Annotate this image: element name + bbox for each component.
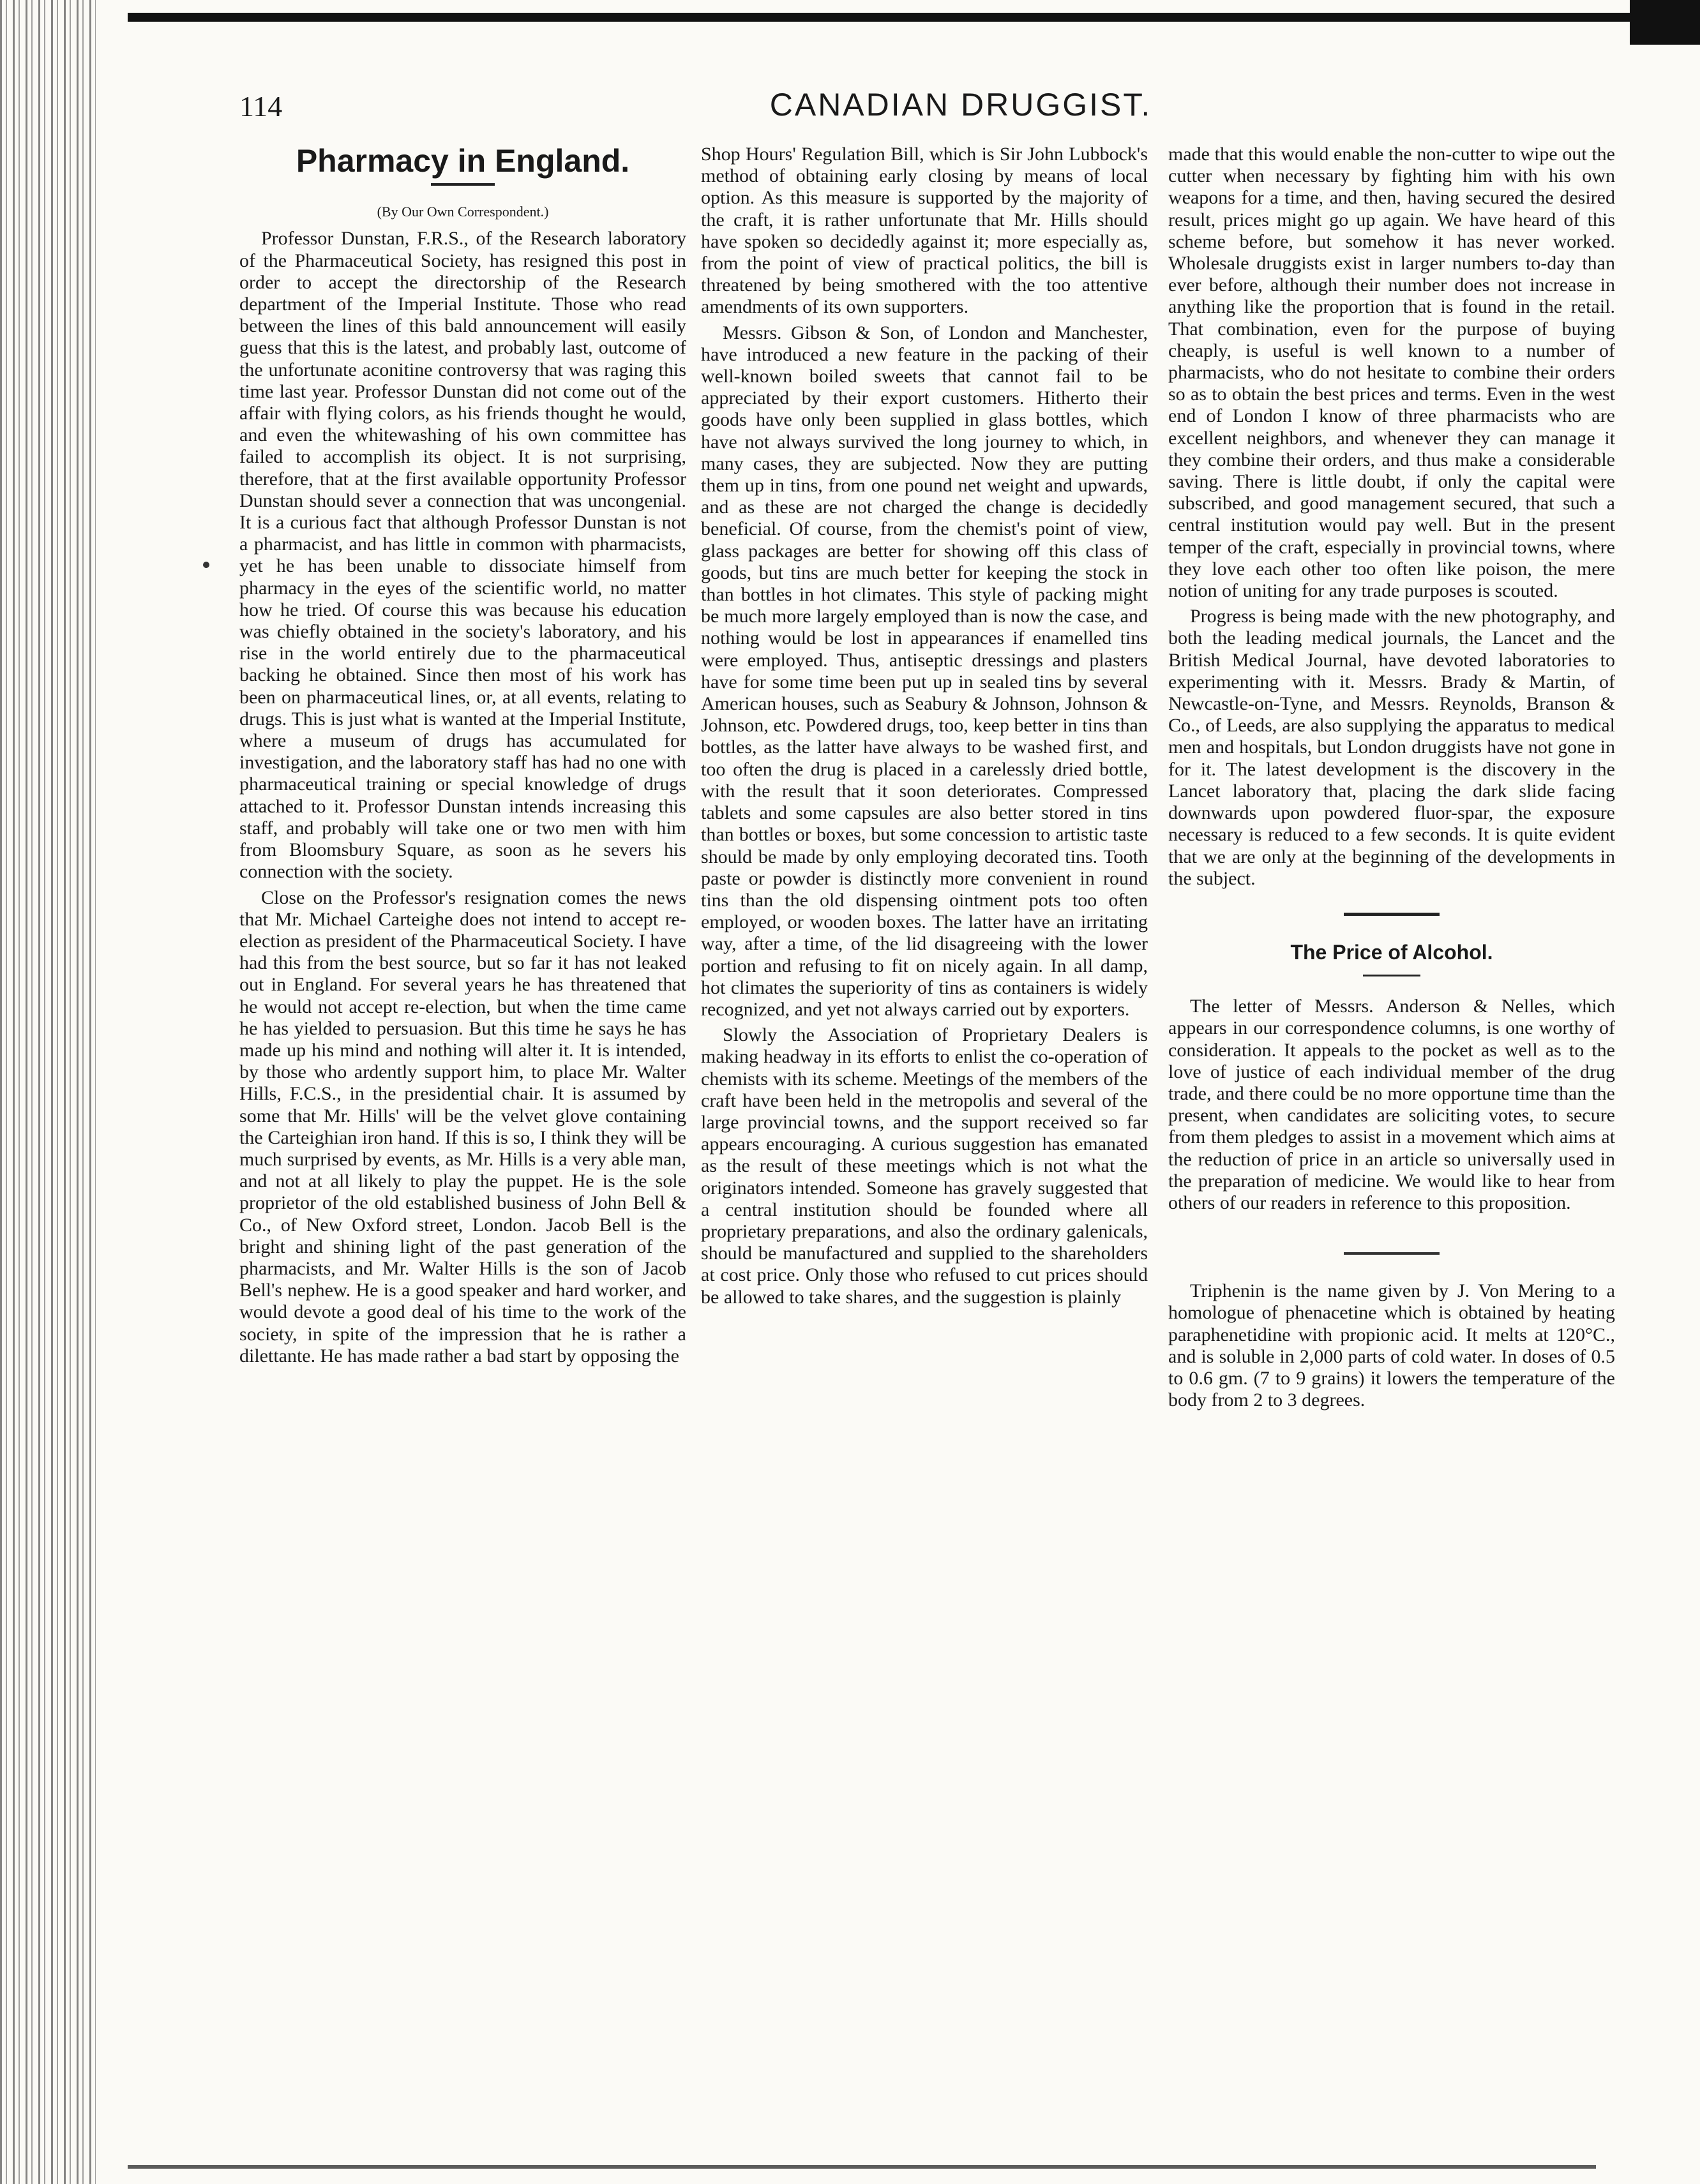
top-rule — [128, 13, 1700, 22]
column-2 — [701, 144, 1148, 2154]
byline: (By Our Own Correspondent.) — [377, 204, 549, 220]
margin-dot — [203, 562, 209, 568]
running-title: CANADIAN DRUGGIST. — [769, 87, 1152, 123]
article-title-pharmacy-in-england: Pharmacy in England. — [296, 144, 630, 179]
title-rule — [1363, 975, 1420, 976]
paragraph: Triphenin is the name given by J. Von Mering to a homologue of phenacetine which is obtained by heating paraphenetidine with propionic acid. It melts at 120°C., and is soluble in 2,000 parts of cold water. In doses of 0.5 to 0.6 gm. (7 to 9 grains) it lowers the temperature of the body from 2 to 3 degrees. — [1168, 1280, 1615, 1411]
section-rule — [1344, 1252, 1440, 1255]
page-header — [239, 77, 1682, 134]
page-number: 114 — [239, 90, 283, 123]
paragraph: Slowly the Association of Proprietary Dealers is making headway in its efforts to enlist the co-operation of chemists with its scheme. Meetings of the members of the craft have been held in the metropolis and several of the large provincial towns, and the support received so far appears encouraging. A curious suggestion has emanated as the result of these meetings which is not what the originators intended. Someone has gravely suggested that a central institution should be founded where all proprietary preparations, and also the ordinary galenicals, should be manufactured and supplied to the shareholders at cost price. Only those who refused to cut prices should be allowed to take shares, and the suggestion is plainly — [701, 1024, 1148, 1308]
paragraph: Progress is being made with the new photography, and both the leading medical journals, the Lancet and the British Medical Journal, have devoted laboratories to experimenting with it. Messrs. Brady & Martin, of Newcastle-on-Tyne, and Messrs. Reynolds, Branson & Co., of Leeds, are also supplying the apparatus to medical men and hospitals, but London druggists have not gone in for it. The latest development is the discovery in the Lancet laboratory that, placing the dark slide facing downwards upon powdered fluor-spar, the exposure necessary is reduced to a few seconds. It is quite evident that we are only at the beginning of the developments in the subject. — [1168, 606, 1615, 889]
paragraph: The letter of Messrs. Anderson & Nelles, which appears in our correspondence columns, is one worthy of consideration. It appeals to the pocket as well as to the love of justice of each individual member of the drug trade, and there could be no more opportune time than the present, when candidates are soliciting votes, to secure from them pledges to assist in a movement which aims at the reduction of price in an article so universally used in the preparation of medicine. We would like to hear from others of our readers in reference to this proposition. — [1168, 996, 1615, 1213]
bottom-rule — [128, 2165, 1596, 2169]
paragraph: Shop Hours' Regulation Bill, which is Sir John Lubbock's method of obtaining early closing by means of local option. As this measure is supported by the majority of the craft, it is rather unfortunate that Mr. Hills should have spoken so decidedly against it; more especially as, from the point of view of practical politics, the bill is threatened by being smothered with the too attentive amendments of its own supporters. — [701, 144, 1148, 318]
top-corner-mark — [1630, 0, 1700, 45]
scan-edge — [0, 0, 96, 2184]
paragraph: Messrs. Gibson & Son, of London and Manchester, have introduced a new feature in the packing of their well-known boiled sweets that cannot fail to be appreciated by their export customers. Hitherto their goods have only been supplied in glass bottles, which have not always survived the long journey to which, in many cases, they are subjected. Now they are putting them up in tins, from one pound net weight and upwards, and as these are not charged the change is decidedly beneficial. Of course, from the chemist's point of view, glass packages are better for showing off this class of goods, but tins are much better for keeping the stock in than bottles in hot climates. This style of packing might be much more largely employed than is now the case, and nothing would be lost in appearances if enamelled tins were employed. Thus, antiseptic dressings and plasters have for some time been put up in sealed tins by several American houses, such as Seabury & Johnson, Johnson & Johnson, etc. Powdered drugs, too, keep better in tins than bottles, as the latter have always to be washed first, and too often the drug is placed in a carelessly dried bottle, with the result that it soon deteriorates. Compressed tablets and some capsules are also better stored in tins than bottles or boxes, but some concession to artistic taste should be made by only employing decorated tins. Tooth paste or powder is distinctly more convenient in round tins than the old dispensing ointment pots too often employed, or wooden boxes. The latter have an irritating way, after a time, of the lid disagreeing with the lower portion and refusing to fit on nicely again. In all damp, hot climates the superiority of tins as containers is widely recognized, and yet not always carried out by exporters. — [701, 322, 1148, 1020]
column-3 — [1168, 144, 1615, 2154]
paragraph: Close on the Professor's resignation comes the news that Mr. Michael Carteighe does not intend to accept re-election as president of the Pharmaceutical Society. I have had this from the best source, but so far it has not leaked out in England. For several years he has threatened that he would not accept re-election, but when the time came he has yielded to persuasion. But this time he says he has made up his mind and nothing will alter it. It is intended, by those who ardently support him, to place Mr. Walter Hills, F.C.S., in the presidential chair. It is assumed by some that Mr. Hills' will be the velvet glove containing the Carteighian iron hand. If this is so, I think they will be much surprised by events, as Mr. Hills is a very able man, and not at all likely to play the puppet. He is the sole proprietor of the old established business of John Bell & Co., of New Oxford street, London. Jacob Bell is the bright and shining light of the past generation of the pharmacists, and Mr. Walter Hills is the son of Jacob Bell's nephew. He is a good speaker and hard worker, and would devote a good deal of his time to the work of the society, in spite of the impression that he is rather a dilettante. He has made rather a bad start by opposing the — [239, 886, 686, 1366]
section-rule — [1344, 913, 1440, 916]
paragraph: Professor Dunstan, F.R.S., of the Research laboratory of the Pharmaceutical Society, has resigned this post in order to accept the directorship of the Research department of the Imperial Institute. Those who read between the lines of this bald announcement will easily guess that this is the latest, and probably last, outcome of the unfortunate aconitine controversy that was raging this time last year. Professor Dunstan did not come out of the affair with flying colors, as his friends thought he would, and even the whitewashing of his own committee has failed to accomplish its object. It is not surprising, therefore, that at the first available opportunity Professor Dunstan should sever a connection that was uncongenial. It is a curious fact that although Professor Dunstan is not a pharmacist, and has little in common with pharmacists, yet he has been unable to dissociate himself from pharmacy in the eyes of the scientific world, no matter how he tried. Of course this was because his education was chiefly obtained in the society's laboratory, and his rise in the world entirely due to the pharmaceutical backing he obtained. Since then most of his work has been on pharmaceutical lines, or, at all events, relating to drugs. This is just what is wanted at the Imperial Institute, where a museum of drugs has accumulated for investigation, and the laboratory staff has had no one with pharmaceutical training or special knowledge of drugs attached to it. Professor Dunstan intends increasing this staff, and probably will take one or two men with him from Bloomsbury Square, as soon as he severs his connection with the society. — [239, 228, 686, 883]
article-title-price-of-alcohol: The Price of Alcohol. — [1290, 940, 1493, 964]
title-rule — [431, 183, 495, 186]
paragraph: made that this would enable the non-cutter to wipe out the cutter when necessary by fighting him with his own weapons for a time, and then, having secured the desired result, prices might go up again. We have heard of this scheme before, but somehow it has never worked. Wholesale druggists exist in larger numbers to-day than ever before, although their number does not increase in anything like the proportion that is found in the retail. That combination, even for the purpose of buying cheaply, is useful is well known to a number of pharmacists, who do not hesitate to combine their orders so as to obtain the best prices and terms. Even in the west end of London I know of three pharmacists who are excellent neighbors, and whenever they can manage it they combine their orders, and thus make a considerable saving. There is little doubt, if only the capital were subscribed, and good management secured, that such a central institution would pay well. But in the present temper of the craft, especially in provincial towns, where they love each other too often like poison, the mere notion of uniting for any trade purposes is scouted. — [1168, 144, 1615, 602]
column-1 — [239, 144, 686, 2154]
